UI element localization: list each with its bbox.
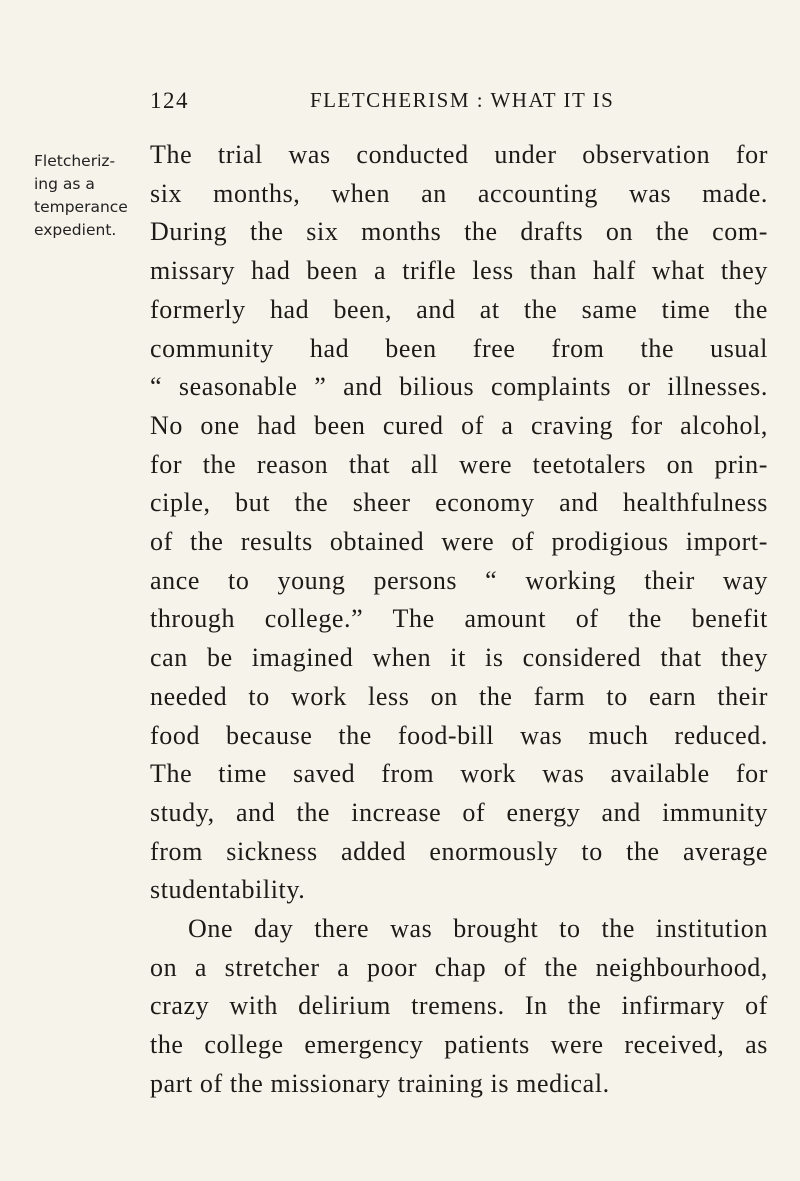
text-line: During the six months the drafts on the com- bbox=[150, 217, 768, 247]
text-line: study, and the increase of energy and immunity bbox=[150, 797, 768, 827]
text-line: formerly had been, and at the same time the bbox=[150, 294, 768, 324]
text-line: “ seasonable ” and bilious complaints or illnesses. bbox=[150, 372, 768, 402]
paragraph-2 bbox=[150, 910, 768, 1104]
margin-note-line: ing as a bbox=[34, 175, 95, 193]
page-number: 124 bbox=[150, 88, 189, 113]
text-line: through college.” The amount of the benefit bbox=[150, 604, 768, 634]
text-line: of the results obtained were of prodigious import- bbox=[150, 527, 768, 557]
text-line: can be imagined when it is considered that they bbox=[150, 643, 768, 673]
text-line: the college emergency patients were received, as bbox=[150, 1030, 768, 1060]
text-line: for the reason that all were teetotalers on prin- bbox=[150, 449, 768, 479]
text-line: The trial was conducted under observation for bbox=[150, 140, 768, 169]
body-text bbox=[150, 136, 768, 1104]
margin-note-line: temperance bbox=[34, 198, 128, 216]
text-line: crazy with delirium tremens. In the infirmary of bbox=[150, 991, 768, 1021]
paragraph-1 bbox=[150, 136, 768, 910]
text-line: studentability. bbox=[150, 875, 306, 905]
text-line: No one had been cured of a craving for alcohol, bbox=[150, 410, 768, 440]
text-line: One day there was brought to the institution bbox=[188, 914, 768, 944]
text-line: on a stretcher a poor chap of the neighbourhood, bbox=[150, 952, 768, 982]
text-line: The time saved from work was available for bbox=[150, 759, 768, 789]
text-line: community had been free from the usual bbox=[150, 333, 768, 363]
margin-note-line: Fletcheriz- bbox=[34, 152, 116, 170]
text-line: six months, when an accounting was made. bbox=[150, 178, 768, 208]
text-line: part of the missionary training is medical. bbox=[150, 1068, 610, 1098]
text-line: needed to work less on the farm to earn their bbox=[150, 681, 768, 711]
text-line: ciple, but the sheer economy and healthfulness bbox=[150, 488, 768, 518]
text-line: from sickness added enormously to the average bbox=[150, 836, 768, 866]
chapter-title: FLETCHERISM : WHAT IT IS bbox=[310, 88, 615, 112]
text-line: missary had been a trifle less than half what they bbox=[150, 256, 768, 286]
text-line: ance to young persons “ working their way bbox=[150, 565, 768, 595]
text-line: food because the food-bill was much reduced. bbox=[150, 720, 768, 750]
margin-note bbox=[34, 150, 142, 242]
margin-note-line: expedient. bbox=[34, 221, 117, 239]
